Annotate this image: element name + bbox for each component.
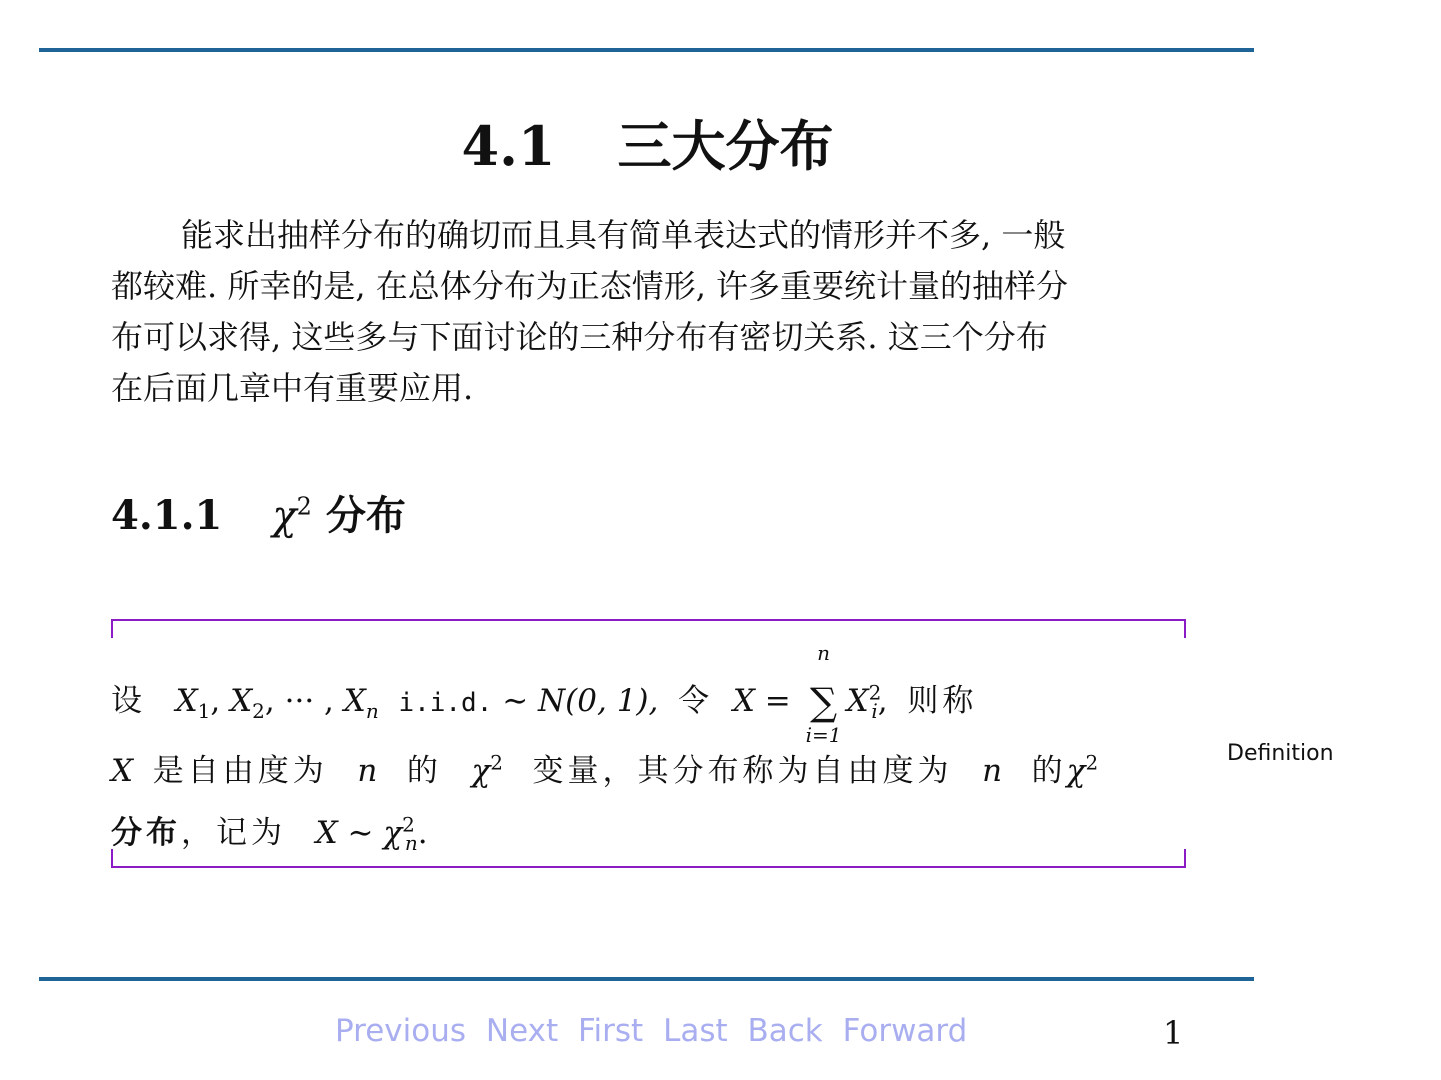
def-math: χ bbox=[1066, 753, 1086, 789]
def-sup: 2 bbox=[402, 812, 415, 837]
def-text: 变量，其分布称为自由度为 bbox=[532, 753, 953, 789]
page-number: 1 bbox=[1163, 1014, 1184, 1052]
def-term: 分布 bbox=[111, 815, 181, 851]
bottom-rule bbox=[39, 977, 1254, 981]
def-text: 的 bbox=[1031, 753, 1067, 789]
def-math: X bbox=[230, 683, 253, 719]
def-iid: i.i.d. bbox=[398, 688, 493, 718]
def-math: , bbox=[877, 683, 888, 719]
def-math: X ∼ χ bbox=[315, 815, 403, 851]
nav-previous-link[interactable]: Previous bbox=[335, 1013, 467, 1049]
sum-upper: n bbox=[817, 640, 831, 665]
def-text: 的 bbox=[406, 753, 442, 789]
definition-frame-bottom bbox=[111, 849, 1186, 868]
subsection-heading-text: 分布 bbox=[325, 493, 406, 539]
def-text: 设 bbox=[111, 683, 146, 719]
definition-frame-top bbox=[111, 619, 1186, 638]
nav-forward-link[interactable]: Forward bbox=[842, 1013, 968, 1049]
def-sup: 2 bbox=[490, 750, 503, 775]
def-math: X bbox=[732, 683, 755, 719]
def-math: n bbox=[357, 753, 378, 789]
def-text: 令 bbox=[678, 683, 714, 719]
intro-line: 都较难. 所幸的是, 在总体分布为正态情形, 许多重要统计量的抽样分 bbox=[111, 267, 1069, 305]
chi-symbol: χ bbox=[272, 493, 297, 539]
def-sub: n bbox=[404, 831, 418, 856]
intro-line: 布可以求得, 这些多与下面讨论的三种分布有密切关系. 这三个分布 bbox=[111, 318, 1048, 356]
def-sub: i bbox=[871, 699, 878, 724]
intro-line: 能求出抽样分布的确切而且具有简单表达式的情形并不多, 一般 bbox=[181, 216, 1066, 254]
intro-line: 在后面几章中有重要应用. bbox=[111, 369, 474, 407]
def-text: 是自由度为 bbox=[152, 753, 328, 789]
summation bbox=[803, 640, 845, 747]
def-math: , bbox=[210, 683, 231, 719]
def-math: X bbox=[175, 683, 198, 719]
def-math: X bbox=[846, 683, 869, 719]
def-math: X bbox=[343, 683, 366, 719]
def-sub: 2 bbox=[252, 699, 265, 724]
def-math: , ··· , bbox=[264, 683, 344, 719]
definition-line-1 bbox=[111, 640, 978, 747]
nav-next-link[interactable]: Next bbox=[485, 1013, 559, 1049]
section-heading-text: 三大分布 bbox=[617, 115, 834, 178]
top-rule bbox=[39, 48, 1254, 52]
sum-lower: i=1 bbox=[805, 722, 842, 747]
def-text: 则称 bbox=[907, 683, 978, 719]
section-title bbox=[0, 104, 1295, 181]
section-number: 4.1 bbox=[461, 114, 556, 178]
def-sub: 1 bbox=[197, 699, 211, 724]
def-sub: n bbox=[365, 699, 379, 724]
def-sup: 2 bbox=[1085, 750, 1099, 775]
sum-sign: ∑ bbox=[810, 679, 838, 724]
def-math: X bbox=[111, 753, 134, 789]
intro-paragraph bbox=[111, 210, 1183, 414]
def-math: . bbox=[417, 815, 428, 851]
subsection-title bbox=[111, 484, 406, 541]
nav-first-link[interactable]: First bbox=[577, 1013, 644, 1049]
nav-back-link[interactable]: Back bbox=[747, 1013, 823, 1049]
chi-exponent: 2 bbox=[296, 492, 312, 521]
def-math: = bbox=[754, 683, 801, 719]
def-math: ∼ N(0, 1), bbox=[502, 683, 659, 719]
def-math: χ bbox=[471, 753, 491, 789]
nav-last-link[interactable]: Last bbox=[663, 1013, 728, 1049]
def-sup: 2 bbox=[868, 680, 882, 705]
definition-line-3 bbox=[111, 807, 428, 855]
def-text: ，记为 bbox=[181, 815, 286, 851]
margin-note-definition: Definition bbox=[1227, 741, 1334, 766]
definition-line-2 bbox=[111, 745, 1098, 790]
def-math: n bbox=[982, 753, 1003, 789]
footer-navigation bbox=[335, 1013, 977, 1049]
subsection-number: 4.1.1 bbox=[111, 492, 223, 539]
